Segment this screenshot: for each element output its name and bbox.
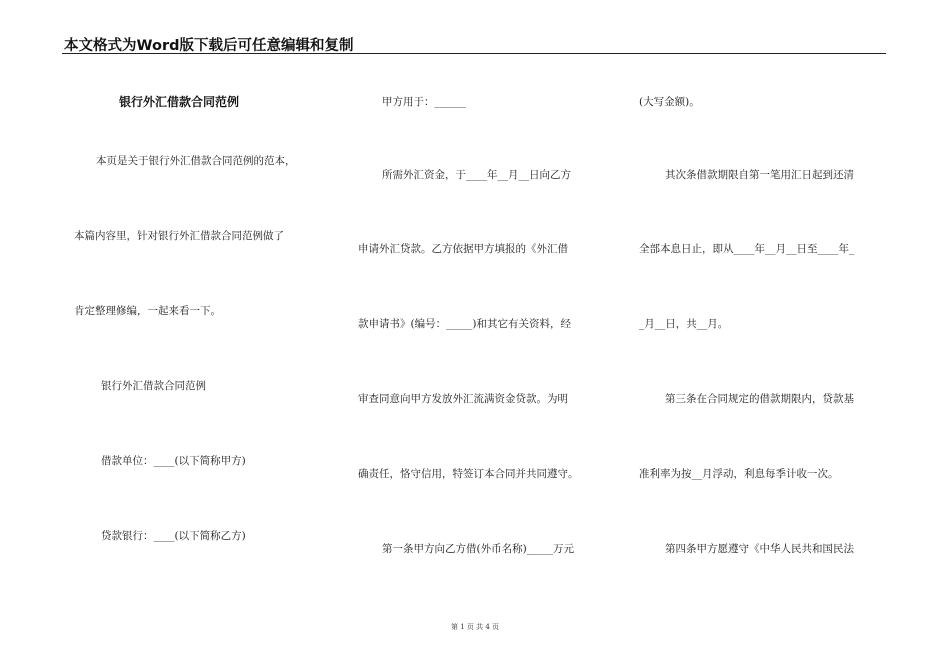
text-column-1: [64, 0, 326, 672]
paragraph-line: 第一条甲方向乙方借(外币名称)_____万元: [382, 543, 574, 555]
paragraph-line: 借款单位：____(以下简称甲方): [101, 455, 246, 467]
document-title: 银行外汇借款合同范例: [119, 95, 240, 109]
paragraph-line: 肯定整理修编，一起来看一下。: [74, 305, 221, 317]
paragraph-line: 全部本息日止，即从____年__月__日至____年_: [639, 243, 855, 255]
paragraph-line: 其次条借款期限自第一笔用汇日起到还清: [665, 169, 854, 181]
header-title: 本文格式为Word版下载后可任意编辑和复制: [64, 38, 354, 54]
text-column-3: [638, 0, 888, 672]
paragraph-line: 本篇内容里，针对银行外汇借款合同范例做了: [74, 230, 284, 242]
paragraph-line: 贷款银行：____(以下简称乙方): [101, 530, 246, 542]
page-footer: 第 1 页 共 4 页: [450, 623, 500, 631]
paragraph-line: _月__日，共__月。: [639, 318, 729, 330]
paragraph-line: 审查同意向甲方发放外汇流满资金贷款。为明: [358, 393, 568, 405]
paragraph-line: 银行外汇借款合同范例: [101, 380, 206, 392]
paragraph-line: 款申请书》(编号：_____)和其它有关资料，经: [358, 318, 571, 330]
paragraph-line: 第三条在合同规定的借款期限内，贷款基: [665, 393, 854, 405]
paragraph-line: 第四条甲方愿遵守《中华人民共和国民法: [665, 543, 854, 555]
paragraph-line: (大写金额)。: [639, 96, 700, 108]
paragraph-line: 申请外汇贷款。乙方依据甲方填报的《外汇借: [358, 243, 568, 255]
paragraph-line: 准利率为按__月浮动，利息每季计收一次。: [639, 468, 839, 480]
text-column-2: [353, 0, 615, 672]
paragraph-line: 确责任，恪守信用，特签订本合同并共同遵守。: [358, 468, 579, 480]
paragraph-line: 本页是关于银行外汇借款合同范例的范本，: [96, 155, 296, 167]
paragraph-line: 所需外汇资金，于____年__月__日向乙方: [382, 169, 571, 181]
paragraph-line: 甲方用于：______: [382, 96, 466, 108]
